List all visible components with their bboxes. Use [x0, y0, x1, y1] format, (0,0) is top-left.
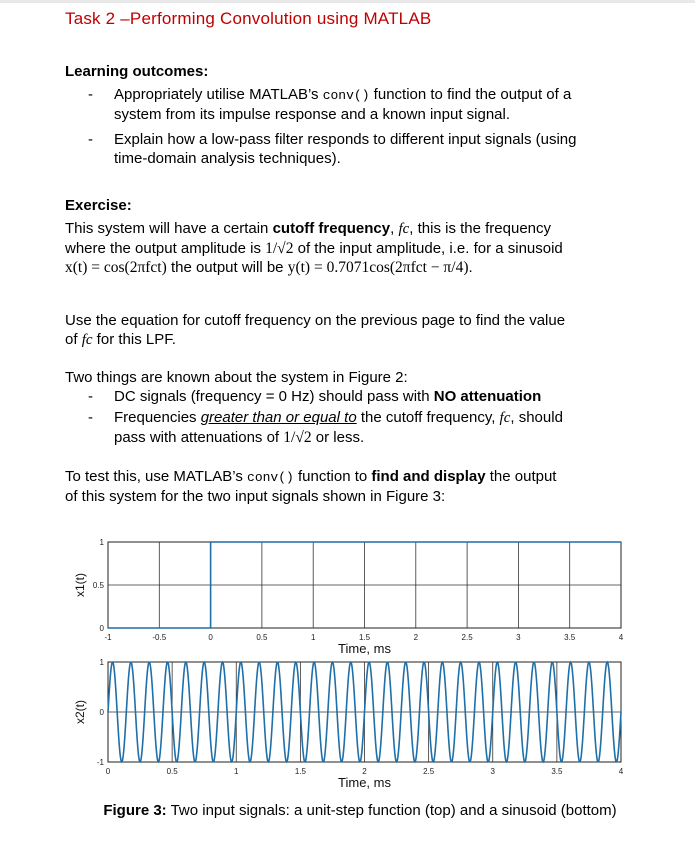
y-tick-label: 0.5: [92, 581, 104, 590]
x-tick-label: 1.5: [294, 767, 306, 776]
figure-caption: Figure 3: Two input signals: a unit-step function (top) and a sinusoid (bottom): [103, 802, 617, 819]
x-axis-label: Time, ms: [338, 775, 391, 790]
x-tick-label: 3: [516, 633, 521, 642]
requirement-dc: DC signals (frequency = 0 Hz) should pass with NO attenuation: [114, 388, 542, 405]
requirement-cutoff: Frequencies greater than or equal to the cutoff frequency, fc, should pass with attenuations of 1/√2 or less.: [114, 409, 563, 446]
x-tick-label: 0: [208, 633, 213, 642]
y-tick-label: -1: [96, 758, 104, 767]
test-instruction: To test this, use MATLAB’s conv() function to find and display the output of this system for the two input signals shown in Figure 3:: [65, 468, 557, 505]
system-intro: Two things are known about the system in Figure 2:: [65, 369, 408, 386]
x-tick-label: 4: [618, 633, 624, 642]
x-tick-label: 2.5: [423, 767, 435, 776]
learning-outcomes-heading: Learning outcomes:: [65, 63, 209, 80]
learning-outcome-2: Explain how a low-pass filter responds to different input signals (using time-domain analysis techniques).: [114, 131, 577, 167]
x-tick-label: 0.5: [166, 767, 178, 776]
x-tick-label: 3.5: [551, 767, 563, 776]
fc-symbol: fc: [398, 221, 410, 237]
exercise-paragraph: This system will have a certain cutoff frequency, fc, this is the frequency where the output amplitude is 1/√2 of the input amplitude, i.e. for a sinusoid x(t) = cos(2πfct) the output will be y(t) = 0.7071cos(2πfct − π/4).: [65, 220, 563, 276]
y-tick-label: 1: [99, 658, 104, 667]
bullet-dash: -: [88, 86, 93, 103]
x-tick-label: 2: [362, 767, 367, 776]
bullet-dash: -: [88, 409, 93, 426]
exercise-heading: Exercise:: [65, 197, 132, 214]
x-tick-label: 1: [234, 767, 239, 776]
page-title: Task 2 –Performing Convolution using MATLAB: [65, 9, 432, 28]
x-tick-label: 2: [413, 633, 419, 642]
y-axis-label: x2(t): [73, 700, 87, 724]
system-requirements-list: [0, 387, 695, 449]
x-tick-label: 0: [105, 767, 111, 776]
y-tick-label: 0: [99, 624, 104, 633]
bullet-dash: -: [88, 388, 93, 405]
top-rule: [0, 0, 695, 3]
figure-3-charts: [0, 520, 695, 802]
y-axis-label: x1(t): [73, 573, 87, 597]
x-tick-label: -1: [104, 633, 112, 642]
x-tick-label: 2.5: [461, 633, 473, 642]
learning-outcome-1: Appropriately utilise MATLAB’s conv() function to find the output of a system from its impulse response and a known input signal.: [114, 86, 572, 123]
x-tick-label: -0.5: [152, 633, 167, 642]
y-tick-label: 1: [99, 538, 104, 547]
x-tick-label: 1: [310, 633, 316, 642]
bullet-dash: -: [88, 131, 93, 148]
learning-outcomes-list: [0, 85, 695, 165]
x-tick-label: 3: [490, 767, 495, 776]
x-axis-label: Time, ms: [338, 641, 391, 656]
x-tick-label: 4: [618, 767, 624, 776]
x-tick-label: 0.5: [256, 633, 268, 642]
cutoff-instruction: Use the equation for cutoff frequency on the previous page to find the value of fc for this LPF.: [65, 312, 566, 348]
x-tick-label: 3.5: [564, 633, 576, 642]
x-tick-label: 1.5: [358, 633, 371, 642]
y-tick-label: 0: [99, 708, 104, 717]
